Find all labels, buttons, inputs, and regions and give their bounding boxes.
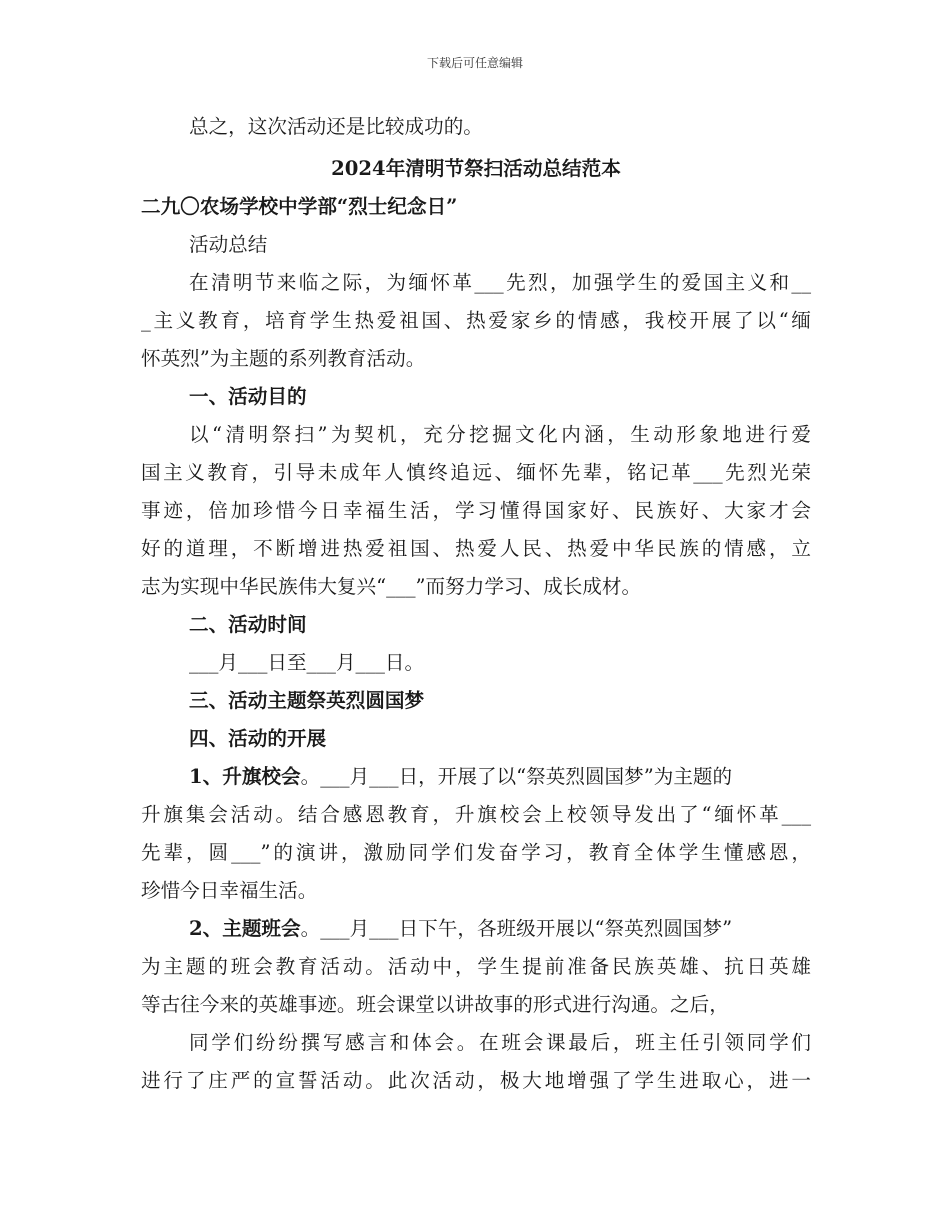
intro-line-3: 怀英烈”为主题的系列教育活动。 bbox=[141, 347, 426, 370]
class-meeting-line-1 bbox=[141, 910, 811, 948]
closing-sentence: 总之，这次活动还是比较成功的。 bbox=[189, 115, 483, 138]
class-meeting-line-2: 为主题的班会教育活动。活动中，学生提前准备民族英雄、抗日英雄 bbox=[141, 955, 811, 978]
closing-para-line-1: 同学们纷纷撰写感言和体会。在班会课最后，班主任引领同学们 bbox=[189, 1031, 811, 1054]
flag-assembly-line-2: 升旗集会活动。结合感恩教育，升旗校会上校领导发出了“缅怀革___ bbox=[141, 803, 811, 826]
subtitle: 活动总结 bbox=[189, 233, 268, 256]
closing-para-line-2: 进行了庄严的宣誓活动。此次活动，极大地增强了学生进取心，进一 bbox=[141, 1069, 811, 1092]
class-meeting-lead: 2、主题班会 bbox=[189, 917, 301, 940]
school-heading: 二九〇农场学校中学部“烈士纪念日” bbox=[141, 195, 458, 218]
time-line: ___月___日至___月___日。 bbox=[189, 651, 425, 674]
flag-assembly-line-1 bbox=[141, 758, 811, 796]
page-header-note: 下载后可任意编辑 bbox=[426, 56, 523, 70]
intro-line-1: 在清明节来临之际，为缅怀革___先烈，加强学生的爱国主义和__ bbox=[189, 271, 811, 294]
section-heading-theme: 三、活动主题祭英烈圆国梦 bbox=[189, 689, 425, 712]
class-meeting-line-3: 等古往今来的英雄事迹。班会课堂以讲故事的形式进行沟通。之后， bbox=[141, 993, 729, 1016]
section-heading-purpose: 一、活动目的 bbox=[189, 385, 307, 408]
purpose-line-5: 志为实现中华民族伟大复兴“___”而努力学习、成长成材。 bbox=[141, 575, 642, 598]
flag-assembly-rest: 。___月___日，开展了以“祭英烈圆国梦”为主题的 bbox=[300, 765, 733, 788]
purpose-line-1: 以“清明祭扫”为契机，充分挖掘文化内涵，生动形象地进行爱 bbox=[189, 423, 811, 446]
intro-line-2: _主义教育，培育学生热爱祖国、热爱家乡的情感，我校开展了以“缅 bbox=[141, 309, 811, 332]
purpose-line-4: 好的道理，不断增进热爱祖国、热爱人民、热爱中华民族的情感，立 bbox=[141, 537, 811, 560]
section-heading-activities: 四、活动的开展 bbox=[189, 727, 327, 750]
class-meeting-rest: 。___月___日下午，各班级开展以“祭英烈圆国梦” bbox=[300, 917, 733, 940]
document-title: 2024年清明节祭扫活动总结范本 bbox=[331, 157, 621, 180]
flag-assembly-lead: 1、升旗校会 bbox=[189, 765, 301, 788]
flag-assembly-line-4: 珍惜今日幸福生活。 bbox=[141, 879, 318, 902]
flag-assembly-line-3: 先辈，圆___”的演讲，激励同学们发奋学习，教育全体学生懂感恩， bbox=[141, 841, 811, 864]
purpose-line-3: 事迹，倍加珍惜今日幸福生活，学习懂得国家好、民族好、大家才会 bbox=[141, 499, 811, 522]
purpose-line-2: 国主义教育，引导未成年人慎终追远、缅怀先辈，铭记革___先烈光荣 bbox=[141, 461, 811, 484]
document-body bbox=[141, 108, 811, 1100]
section-heading-time: 二、活动时间 bbox=[189, 613, 307, 636]
